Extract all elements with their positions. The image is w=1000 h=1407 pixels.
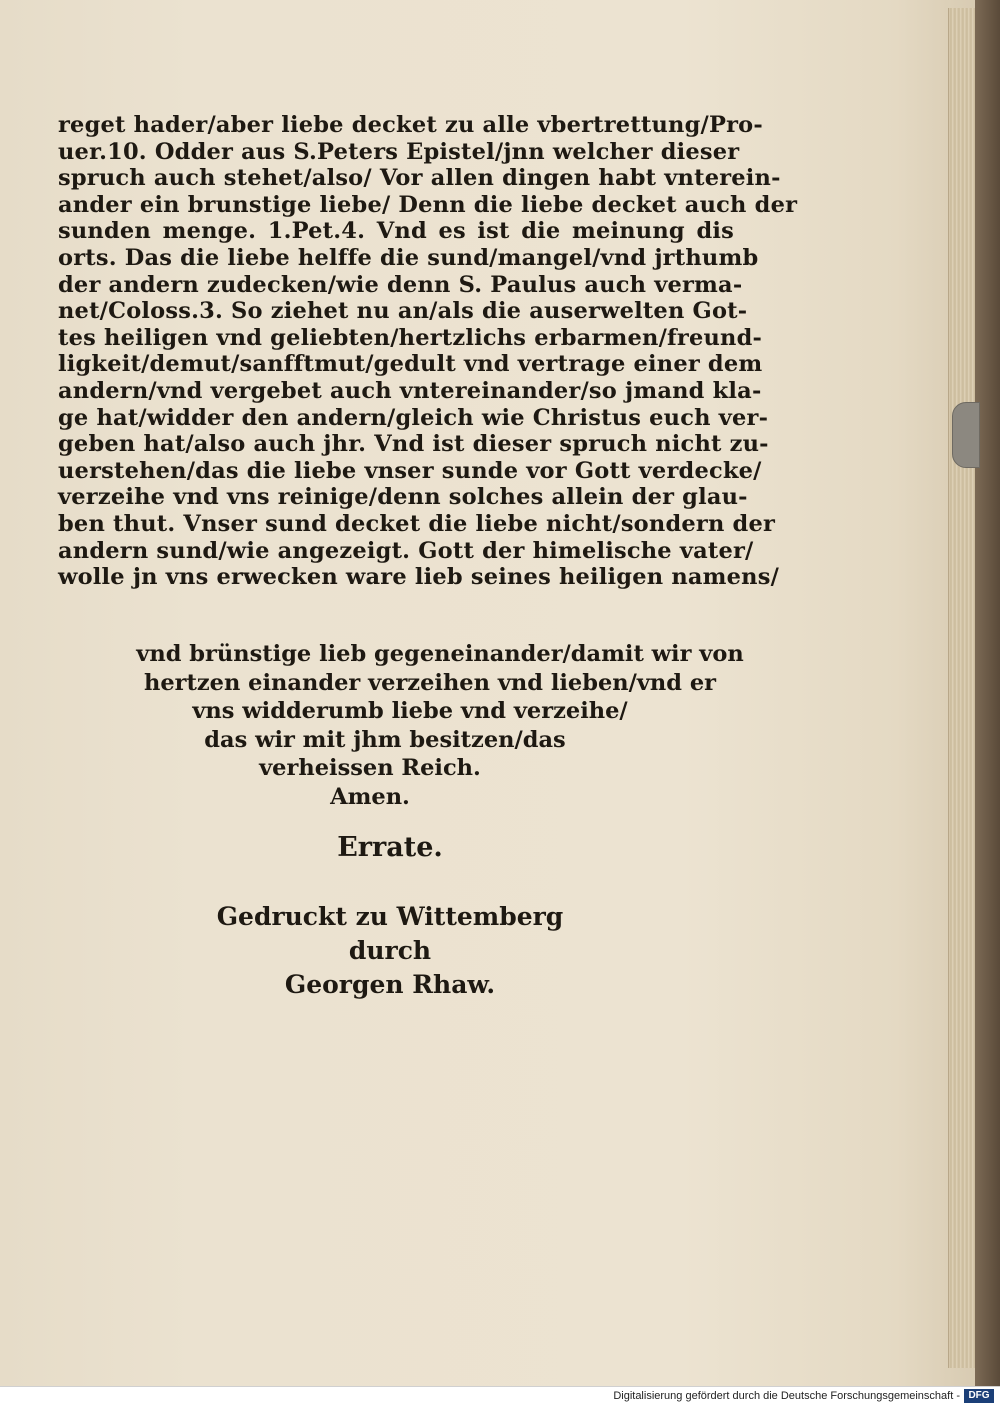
text-line: ge hat/widder den andern/gleich wie Christus euch ver- [58,404,769,431]
text-line: ben thut. Vnser sund decket die liebe nicht/sondern der [58,510,776,537]
clip-tab [952,402,980,468]
colophon [180,900,600,1002]
funding-footer [0,1386,1000,1407]
body-text [58,112,798,591]
centered-line: vns widderumb liebe vnd verzeihe/ [192,698,628,725]
text-line: reget hader/aber liebe decket zu alle vbertrettung/Pro- [58,112,763,138]
text-line: andern sund/wie angezeigt. Gott der himelische vater/ [58,537,754,564]
text-line: spruch auch stehet/also/ Vor allen dingen habt vnterein- [58,165,781,192]
centered-line: hertzen einander verzeihen vnd lieben/vnd er [143,669,717,696]
book-spine [975,0,1000,1386]
text-line: uerstehen/das die liebe vnser sunde vor Gott verdecke/ [58,457,762,484]
colophon-line: Gedruckt zu Wittemberg durch [216,902,564,965]
page-stack-edge [948,8,975,1368]
centered-line: Amen. [330,783,410,810]
centered-line: das wir mit jhm besitzen/das [204,726,566,753]
text-line: wolle jn vns erwecken ware lieb seines heiligen namens/ [58,564,780,591]
closing-prayer [60,640,820,812]
colophon-line: Georgen Rhaw. [284,970,496,999]
text-line: net/Coloss.3. So ziehet nu an/als die auserwelten Got- [58,298,748,325]
text-line: uer.10. Odder aus S.Peters Epistel/jnn welcher dieser [58,138,740,165]
text-line: geben hat/also auch jhr. Vnd ist dieser spruch nicht zu- [58,431,769,458]
centered-line: verheissen Reich. [259,755,481,782]
funding-notice: Digitalisierung gefördert durch die Deutsche Forschungsgemeinschaft - [613,1390,960,1402]
errata-heading: Errate. [337,832,443,863]
text-line: ander ein brunstige liebe/ Denn die liebe decket auch der [58,191,798,218]
text-line: ligkeit/demut/sanfftmut/gedult vnd vertrage einer dem [58,351,763,378]
centered-line: vnd brünstige lieb gegeneinander/damit wir von [136,641,744,667]
text-line: orts. Das die liebe helffe die sund/mangel/vnd jrthumb [58,244,759,271]
text-line: sunden menge. 1.Pet.4. Vnd es ist die meinung dis [58,218,734,245]
text-line: der andern zudecken/wie denn S. Paulus auch verma- [58,271,743,298]
text-line: andern/vnd vergebet auch vntereinander/so jmand kla- [58,377,762,404]
dfg-logo: DFG [964,1389,994,1403]
text-line: verzeihe vnd vns reinige/denn solches allein der glau- [58,484,748,511]
text-line: tes heiligen vnd geliebten/hertzlichs erbarmen/freund- [58,324,763,351]
